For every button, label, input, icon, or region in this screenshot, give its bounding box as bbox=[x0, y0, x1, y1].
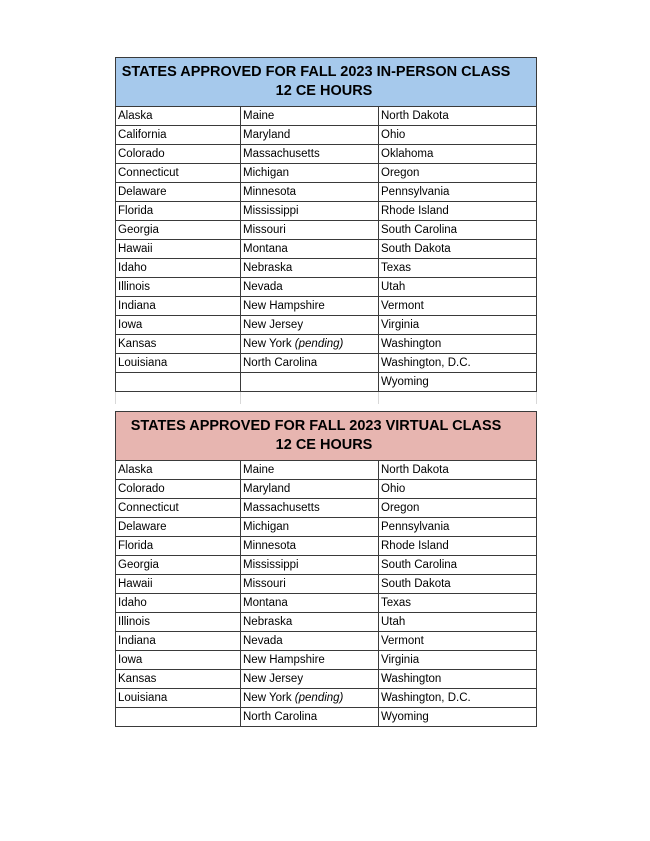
state-name: Washington, D.C. bbox=[381, 357, 471, 369]
table-row bbox=[116, 556, 537, 575]
state-cell bbox=[379, 480, 537, 499]
state-cell bbox=[241, 145, 379, 164]
state-name: Idaho bbox=[118, 597, 147, 609]
state-cell bbox=[116, 537, 241, 556]
state-name: Colorado bbox=[118, 148, 165, 160]
state-name: Virginia bbox=[381, 319, 420, 331]
pending-note: (pending) bbox=[294, 338, 344, 350]
state-name: Ohio bbox=[381, 483, 406, 495]
state-name: North Carolina bbox=[243, 357, 318, 369]
state-name: South Dakota bbox=[381, 243, 451, 255]
state-name: Maryland bbox=[243, 129, 291, 141]
state-cell bbox=[241, 575, 379, 594]
state-name: Kansas bbox=[118, 338, 157, 350]
state-name: Minnesota bbox=[243, 540, 297, 552]
state-name: North Carolina bbox=[243, 711, 318, 723]
state-cell bbox=[379, 107, 537, 126]
state-name: Delaware bbox=[118, 186, 167, 198]
state-cell bbox=[241, 259, 379, 278]
state-cell bbox=[116, 461, 241, 480]
state-cell bbox=[116, 632, 241, 651]
table-row bbox=[116, 480, 537, 499]
empty-cell bbox=[379, 392, 537, 405]
table-row bbox=[116, 670, 537, 689]
table-row bbox=[116, 651, 537, 670]
state-name: New Hampshire bbox=[243, 300, 325, 312]
state-name: Florida bbox=[118, 205, 154, 217]
state-name: New Hampshire bbox=[243, 654, 325, 666]
state-cell bbox=[379, 297, 537, 316]
state-name: Texas bbox=[381, 597, 412, 609]
virtual-hours: 12 CE HOURS bbox=[275, 437, 373, 453]
state-name: California bbox=[118, 129, 167, 141]
table-row bbox=[116, 373, 537, 392]
state-name: Alaska bbox=[118, 110, 153, 122]
state-cell bbox=[379, 594, 537, 613]
state-name: Pennsylvania bbox=[381, 186, 450, 198]
state-name: Rhode Island bbox=[381, 205, 449, 217]
in-person-states-table bbox=[115, 57, 537, 404]
state-cell bbox=[241, 632, 379, 651]
state-name: Wyoming bbox=[381, 376, 429, 388]
state-name: Massachusetts bbox=[243, 502, 320, 514]
state-name: Colorado bbox=[118, 483, 165, 495]
state-cell bbox=[241, 221, 379, 240]
state-cell bbox=[379, 632, 537, 651]
state-name: Florida bbox=[118, 540, 154, 552]
state-name: Kansas bbox=[118, 673, 157, 685]
pending-note: (pending) bbox=[294, 692, 344, 704]
table-row bbox=[116, 164, 537, 183]
state-name: Oklahoma bbox=[381, 148, 434, 160]
state-cell bbox=[379, 259, 537, 278]
state-cell bbox=[241, 461, 379, 480]
state-name: Georgia bbox=[118, 559, 159, 571]
state-cell bbox=[241, 164, 379, 183]
state-name: Massachusetts bbox=[243, 148, 320, 160]
state-name: Louisiana bbox=[118, 357, 168, 369]
state-name: Illinois bbox=[118, 281, 150, 293]
state-cell bbox=[379, 335, 537, 354]
state-name: Nebraska bbox=[243, 616, 293, 628]
table-row bbox=[116, 183, 537, 202]
state-name: Mississippi bbox=[243, 559, 299, 571]
state-name: Nebraska bbox=[243, 262, 293, 274]
state-name: Indiana bbox=[118, 300, 156, 312]
state-name: Montana bbox=[243, 243, 288, 255]
state-cell bbox=[241, 651, 379, 670]
state-cell bbox=[116, 107, 241, 126]
state-cell bbox=[116, 575, 241, 594]
state-name: South Carolina bbox=[381, 224, 458, 236]
state-cell bbox=[379, 461, 537, 480]
state-name: Michigan bbox=[243, 167, 290, 179]
state-cell bbox=[241, 708, 379, 727]
table-row bbox=[116, 335, 537, 354]
table-row bbox=[116, 499, 537, 518]
in-person-hours: 12 CE HOURS bbox=[275, 83, 373, 99]
state-cell bbox=[241, 670, 379, 689]
state-name: Illinois bbox=[118, 616, 150, 628]
state-name: Utah bbox=[381, 616, 406, 628]
virtual-table-body bbox=[116, 461, 537, 727]
state-name: Iowa bbox=[118, 319, 143, 331]
state-cell bbox=[379, 373, 537, 392]
state-name: Louisiana bbox=[118, 692, 168, 704]
state-name: Texas bbox=[381, 262, 412, 274]
empty-cell bbox=[241, 392, 379, 405]
state-cell bbox=[116, 316, 241, 335]
virtual-header-row bbox=[116, 412, 537, 461]
state-cell bbox=[241, 480, 379, 499]
state-cell bbox=[379, 164, 537, 183]
state-cell bbox=[379, 354, 537, 373]
table-row bbox=[116, 278, 537, 297]
state-cell bbox=[379, 240, 537, 259]
table-row bbox=[116, 613, 537, 632]
state-cell bbox=[241, 126, 379, 145]
state-cell bbox=[116, 708, 241, 727]
state-name: Virginia bbox=[381, 654, 420, 666]
state-cell bbox=[116, 354, 241, 373]
state-cell bbox=[379, 613, 537, 632]
state-cell bbox=[116, 594, 241, 613]
state-name: South Carolina bbox=[381, 559, 458, 571]
table-row bbox=[116, 240, 537, 259]
state-cell bbox=[116, 670, 241, 689]
state-name: Missouri bbox=[243, 578, 286, 590]
state-cell bbox=[379, 316, 537, 335]
state-cell bbox=[116, 202, 241, 221]
table-row bbox=[116, 107, 537, 126]
state-cell bbox=[116, 651, 241, 670]
state-cell bbox=[116, 145, 241, 164]
state-name: Delaware bbox=[118, 521, 167, 533]
table-row bbox=[116, 297, 537, 316]
table-row bbox=[116, 202, 537, 221]
table-row bbox=[116, 259, 537, 278]
state-name: Georgia bbox=[118, 224, 159, 236]
state-name: Maine bbox=[243, 464, 275, 476]
table-row bbox=[116, 537, 537, 556]
state-cell bbox=[379, 689, 537, 708]
state-cell bbox=[379, 670, 537, 689]
state-cell bbox=[241, 518, 379, 537]
table-row bbox=[116, 221, 537, 240]
state-name: Nevada bbox=[243, 281, 283, 293]
state-cell bbox=[241, 373, 379, 392]
table-row bbox=[116, 594, 537, 613]
in-person-table-body bbox=[116, 107, 537, 405]
state-name: Washington bbox=[381, 673, 442, 685]
state-cell bbox=[241, 594, 379, 613]
state-cell bbox=[379, 556, 537, 575]
state-name: Nevada bbox=[243, 635, 283, 647]
state-name: Connecticut bbox=[118, 502, 179, 514]
state-name: Pennsylvania bbox=[381, 521, 450, 533]
state-cell bbox=[379, 651, 537, 670]
state-name: Maine bbox=[243, 110, 275, 122]
table-row bbox=[116, 354, 537, 373]
state-name: Wyoming bbox=[381, 711, 429, 723]
virtual-header bbox=[116, 412, 537, 461]
state-name: Utah bbox=[381, 281, 406, 293]
state-cell bbox=[379, 499, 537, 518]
table-row bbox=[116, 461, 537, 480]
table-row bbox=[116, 316, 537, 335]
state-cell bbox=[241, 107, 379, 126]
state-name: Mississippi bbox=[243, 205, 299, 217]
state-cell bbox=[379, 126, 537, 145]
state-cell bbox=[379, 518, 537, 537]
state-cell bbox=[241, 202, 379, 221]
state-cell bbox=[379, 221, 537, 240]
state-name: New Jersey bbox=[243, 319, 304, 331]
state-cell bbox=[116, 278, 241, 297]
state-name: Oregon bbox=[381, 167, 420, 179]
state-name: Washington bbox=[381, 338, 442, 350]
state-cell bbox=[241, 537, 379, 556]
virtual-states-table bbox=[115, 411, 537, 727]
state-cell bbox=[116, 297, 241, 316]
state-cell bbox=[116, 480, 241, 499]
state-cell bbox=[116, 259, 241, 278]
table-row bbox=[116, 126, 537, 145]
in-person-title: STATES APPROVED FOR FALL 2023 IN-PERSON CLASS bbox=[121, 64, 511, 80]
state-name: Rhode Island bbox=[381, 540, 449, 552]
state-cell bbox=[116, 556, 241, 575]
state-cell bbox=[379, 183, 537, 202]
state-name: Vermont bbox=[381, 635, 424, 647]
state-cell bbox=[241, 297, 379, 316]
state-name: Idaho bbox=[118, 262, 147, 274]
state-cell bbox=[116, 689, 241, 708]
table-row bbox=[116, 689, 537, 708]
state-cell bbox=[116, 335, 241, 354]
table-row bbox=[116, 575, 537, 594]
empty-cell bbox=[116, 392, 241, 405]
state-cell bbox=[116, 183, 241, 202]
state-name: Minnesota bbox=[243, 186, 297, 198]
state-cell bbox=[116, 126, 241, 145]
state-cell bbox=[241, 556, 379, 575]
in-person-header bbox=[116, 58, 537, 107]
empty-grid-row bbox=[116, 392, 537, 405]
state-name: South Dakota bbox=[381, 578, 451, 590]
state-cell bbox=[241, 689, 379, 708]
in-person-header-row bbox=[116, 58, 537, 107]
state-name: Missouri bbox=[243, 224, 286, 236]
state-name: North Dakota bbox=[381, 110, 449, 122]
state-cell bbox=[241, 278, 379, 297]
table-row bbox=[116, 708, 537, 727]
table-row bbox=[116, 518, 537, 537]
state-name: Maryland bbox=[243, 483, 291, 495]
state-name: Montana bbox=[243, 597, 288, 609]
state-name: Indiana bbox=[118, 635, 156, 647]
state-cell bbox=[379, 145, 537, 164]
state-cell bbox=[116, 221, 241, 240]
state-cell bbox=[241, 613, 379, 632]
state-name: Washington, D.C. bbox=[381, 692, 471, 704]
state-name: Michigan bbox=[243, 521, 290, 533]
state-name: Vermont bbox=[381, 300, 424, 312]
state-cell bbox=[379, 575, 537, 594]
state-cell bbox=[379, 708, 537, 727]
state-name: Ohio bbox=[381, 129, 406, 141]
state-cell bbox=[241, 354, 379, 373]
state-name: Connecticut bbox=[118, 167, 179, 179]
virtual-title: STATES APPROVED FOR FALL 2023 VIRTUAL CLASS bbox=[130, 418, 502, 434]
table-row bbox=[116, 145, 537, 164]
state-cell bbox=[379, 537, 537, 556]
state-cell bbox=[241, 499, 379, 518]
state-cell bbox=[379, 278, 537, 297]
state-cell bbox=[241, 183, 379, 202]
state-cell bbox=[116, 373, 241, 392]
state-cell bbox=[241, 240, 379, 259]
state-name: North Dakota bbox=[381, 464, 449, 476]
state-name: Hawaii bbox=[118, 578, 153, 590]
state-cell bbox=[116, 164, 241, 183]
state-name: New Jersey bbox=[243, 673, 304, 685]
state-cell bbox=[241, 316, 379, 335]
state-name: Alaska bbox=[118, 464, 153, 476]
state-cell bbox=[379, 202, 537, 221]
state-cell bbox=[116, 499, 241, 518]
state-cell bbox=[116, 240, 241, 259]
state-name: Iowa bbox=[118, 654, 143, 666]
state-cell bbox=[116, 613, 241, 632]
state-cell bbox=[241, 335, 379, 354]
state-cell bbox=[116, 518, 241, 537]
state-name: Hawaii bbox=[118, 243, 153, 255]
state-name: New York bbox=[243, 692, 292, 704]
table-row bbox=[116, 632, 537, 651]
state-name: Oregon bbox=[381, 502, 420, 514]
state-name: New York bbox=[243, 338, 292, 350]
